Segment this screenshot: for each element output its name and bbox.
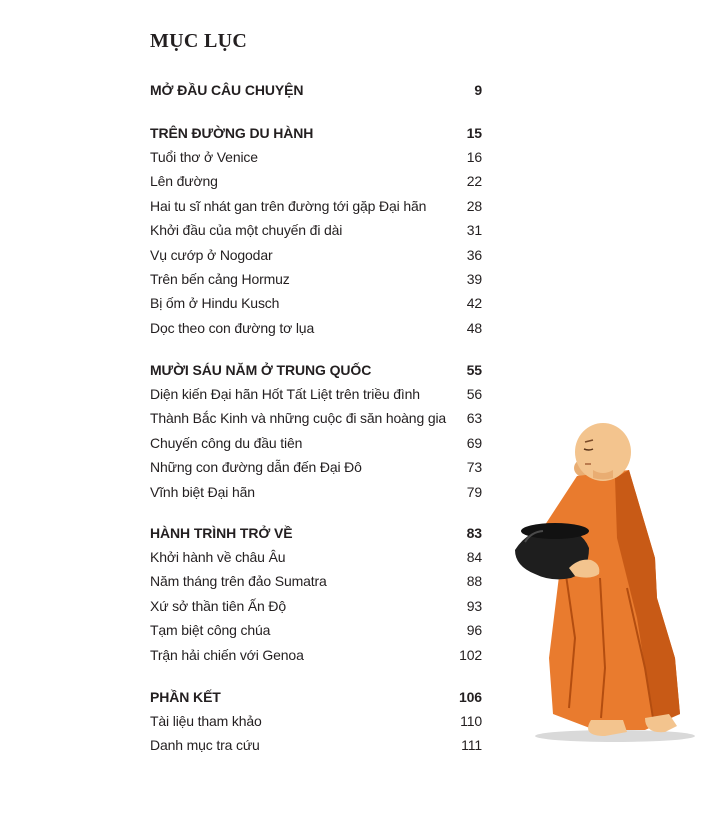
entry-title: Hai tu sĩ nhát gan trên đường tới gặp Đại hãn [150, 197, 427, 214]
toc-entry [150, 149, 482, 165]
toc-entry [150, 598, 482, 614]
section-page-number: 106 [458, 689, 482, 705]
monk-with-alms-bowl-icon [505, 418, 700, 748]
toc-entry [150, 647, 482, 663]
entry-page-number: 48 [466, 319, 482, 336]
entry-title: Lên đường [150, 173, 218, 190]
entry-title: Tài liệu tham khảo [150, 713, 262, 729]
toc-entry [150, 410, 482, 426]
toc-entry [150, 320, 482, 336]
entry-title: Khởi đầu của một chuyến đi dài [150, 222, 343, 239]
entry-title: Tạm biệt công chúa [150, 622, 271, 639]
toc-entry [150, 549, 482, 565]
toc-entry [150, 737, 482, 753]
entry-title: Tuổi thơ ở Venice [150, 149, 258, 165]
toc-section-heading [150, 525, 482, 541]
entry-page-number: 22 [466, 173, 482, 190]
entry-title: Thành Bắc Kinh và những cuộc đi săn hoàng gia [150, 410, 447, 427]
entry-page-number: 88 [466, 573, 482, 590]
section-page-number: 83 [466, 525, 482, 541]
toc-title: MỤC LỤC [150, 30, 248, 52]
entry-title: Những con đường dẫn đến Đại Đô [150, 459, 362, 476]
entry-page-number: 96 [466, 622, 482, 639]
entry-title: Vụ cướp ở Nogodar [150, 246, 273, 263]
entry-page-number: 93 [466, 597, 482, 614]
toc-entry [150, 622, 482, 638]
toc-entry [150, 247, 482, 263]
entry-title: Chuyến công du đầu tiên [150, 434, 303, 451]
toc-entry [150, 271, 482, 287]
entry-title: Xứ sở thần tiên Ấn Độ [150, 597, 287, 614]
entry-title: Diện kiến Đại hãn Hốt Tất Liệt trên triều đình [150, 386, 420, 402]
section-title: MỞ ĐẦU CÂU CHUYỆN [150, 82, 304, 98]
section-title: HÀNH TRÌNH TRỞ VỀ [150, 525, 293, 541]
toc-entry [150, 435, 482, 451]
section-title: TRÊN ĐƯỜNG DU HÀNH [150, 125, 314, 141]
entry-page-number: 102 [459, 646, 482, 663]
entry-title: Năm tháng trên đảo Sumatra [150, 573, 327, 590]
entry-page-number: 39 [466, 271, 482, 287]
entry-page-number: 16 [466, 149, 482, 165]
section-page-number: 55 [466, 362, 482, 378]
entry-page-number: 31 [466, 222, 482, 239]
entry-page-number: 28 [466, 197, 482, 214]
section-page-number: 9 [474, 82, 482, 98]
entry-title: Danh mục tra cứu [150, 737, 260, 754]
toc-section-heading [150, 689, 482, 705]
entry-title: Trên bến cảng Hormuz [150, 271, 290, 287]
toc-entry [150, 484, 482, 500]
entry-title: Vĩnh biệt Đại hãn [150, 483, 255, 500]
toc-entry [150, 295, 482, 311]
entry-title: Khởi hành về châu Âu [150, 549, 286, 565]
toc-entry [150, 459, 482, 475]
toc-entry [150, 173, 482, 189]
toc-entry [150, 386, 482, 402]
entry-page-number: 36 [466, 246, 482, 263]
section-title: MƯỜI SÁU NĂM Ở TRUNG QUỐC [150, 362, 372, 378]
entry-page-number: 63 [466, 410, 482, 427]
entry-page-number: 42 [466, 295, 482, 312]
entry-title: Bị ốm ở Hindu Kusch [150, 295, 280, 312]
section-page-number: 15 [466, 125, 482, 141]
toc-section-heading [150, 125, 482, 141]
toc-entry [150, 713, 482, 729]
entry-title: Trận hải chiến với Genoa [150, 646, 304, 663]
section-title: PHẦN KẾT [150, 689, 221, 705]
entry-page-number: 56 [466, 386, 482, 402]
toc-entry [150, 573, 482, 589]
entry-title: Dọc theo con đường tơ lụa [150, 319, 315, 336]
toc-entry [150, 222, 482, 238]
toc-section-heading [150, 82, 482, 98]
entry-page-number: 73 [466, 459, 482, 476]
entry-page-number: 110 [460, 713, 482, 729]
entry-page-number: 111 [461, 737, 482, 754]
toc-entry [150, 198, 482, 214]
entry-page-number: 69 [466, 434, 482, 451]
entry-page-number: 84 [466, 549, 482, 565]
entry-page-number: 79 [466, 483, 482, 500]
toc-section-heading [150, 362, 482, 378]
